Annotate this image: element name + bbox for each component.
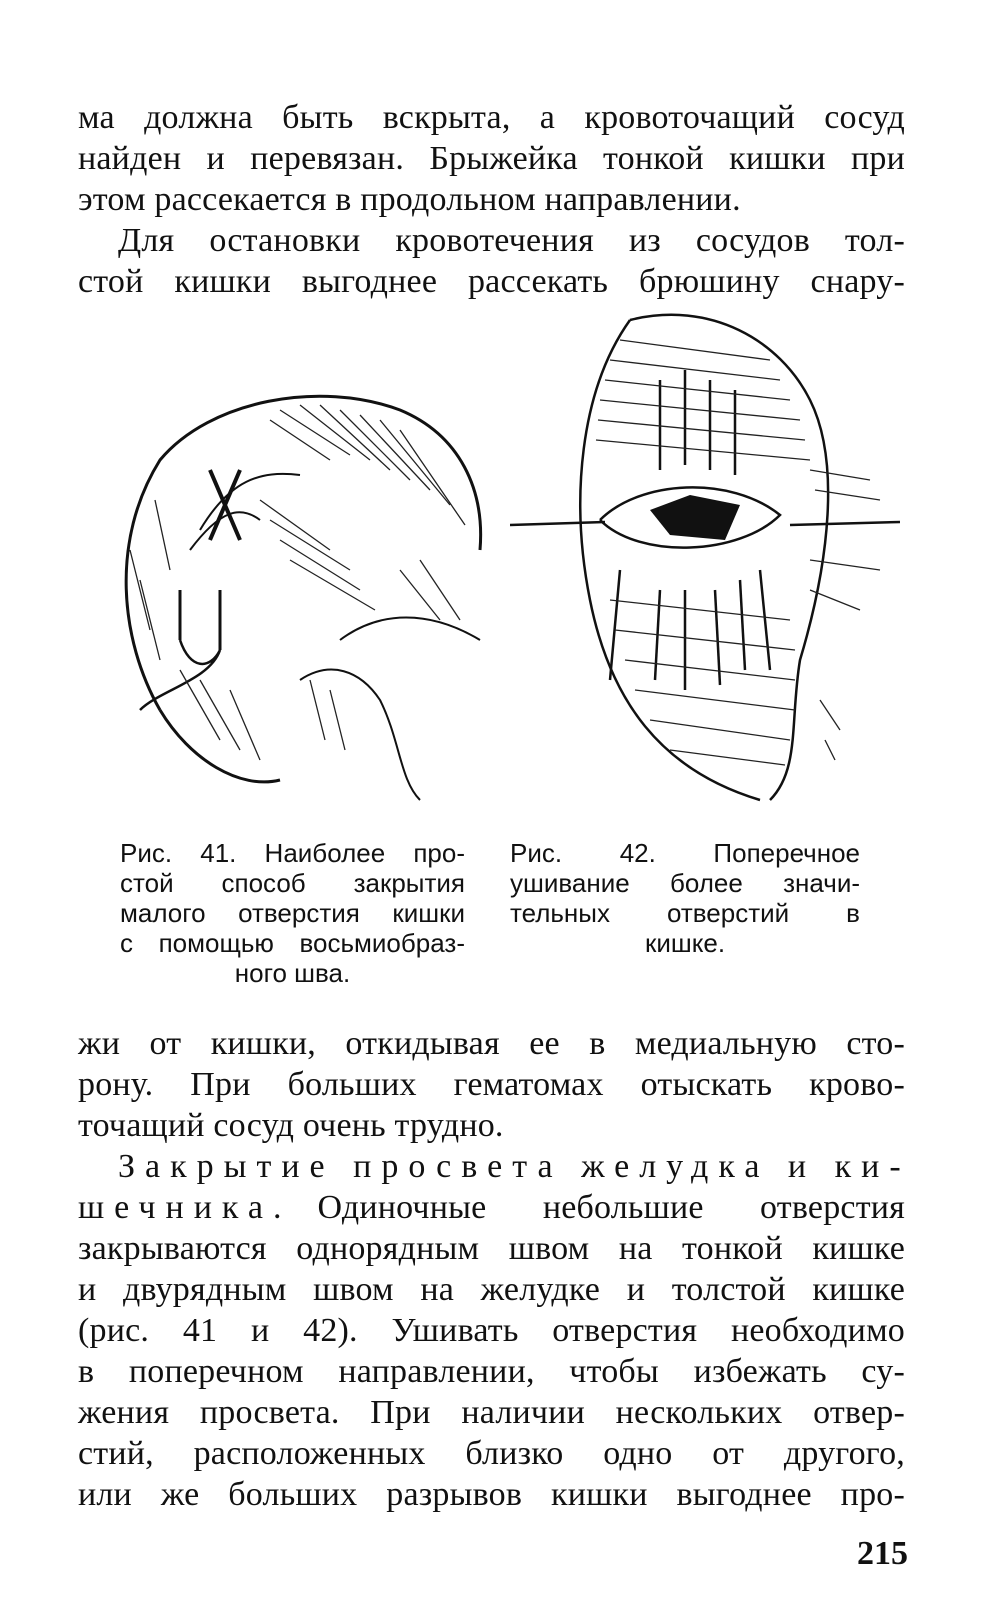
text-line: жения просвета. При наличии нескольких отвер- bbox=[78, 1394, 905, 1431]
figure-42-caption bbox=[510, 838, 860, 958]
text-line: жи от кишки, откидывая ее в медиальную сто- bbox=[78, 1025, 905, 1062]
text-line: (рис. 41 и 42). Ушивать отверстия необходимо bbox=[78, 1312, 905, 1349]
text-line bbox=[78, 1186, 905, 1230]
text-line: рону. При больших гематомах отыскать крово- bbox=[78, 1066, 905, 1103]
text-line: найден и перевязан. Брыжейка тонкой кишки при bbox=[78, 140, 905, 177]
caption-line: ного шва. bbox=[234, 958, 351, 988]
text-line: точащий сосуд очень трудно. bbox=[78, 1107, 504, 1144]
caption-line: с помощью восьмиобраз- bbox=[120, 928, 465, 958]
page-number: 215 bbox=[857, 1535, 908, 1572]
section-heading-continued: шечника. bbox=[78, 1189, 292, 1226]
text-line: закрываются однорядным швом на тонкой кишке bbox=[78, 1230, 905, 1267]
text-line: стой кишки выгоднее рассекать брюшину снару- bbox=[78, 263, 905, 300]
section-heading: Закрытие просвета желудка и ки- bbox=[118, 1148, 911, 1185]
caption-line: кишке. bbox=[644, 928, 726, 958]
caption-line: ушивание более значи- bbox=[510, 868, 860, 898]
caption-line: тельных отверстий в bbox=[510, 898, 860, 928]
text-line: или же больших разрывов кишки выгоднее про- bbox=[78, 1476, 905, 1513]
figure-41-illustration bbox=[100, 380, 490, 810]
text-line: в поперечном направлении, чтобы избежать су- bbox=[78, 1353, 905, 1390]
text-line: этом рассекается в продольном направлении. bbox=[78, 181, 741, 218]
text-line: ма должна быть вскрыта, а кровоточащий сосуд bbox=[78, 99, 905, 136]
text-line: Для остановки кровотечения из сосудов тол- bbox=[118, 222, 905, 259]
caption-line: малого отверстия кишки bbox=[120, 898, 465, 928]
text-line: и двурядным швом на желудке и толстой кишке bbox=[78, 1271, 905, 1308]
caption-line: Рис. 42. Поперечное bbox=[510, 838, 860, 868]
figure-41-caption bbox=[120, 838, 465, 988]
text-line: стий, расположенных близко одно от другого, bbox=[78, 1435, 905, 1472]
caption-line: стой способ закрытия bbox=[120, 868, 465, 898]
text-line-rest: Одиночные небольшие отверстия bbox=[317, 1189, 905, 1226]
figure-42-illustration bbox=[510, 300, 900, 820]
caption-line: Рис. 41. Наиболее про- bbox=[120, 838, 465, 868]
